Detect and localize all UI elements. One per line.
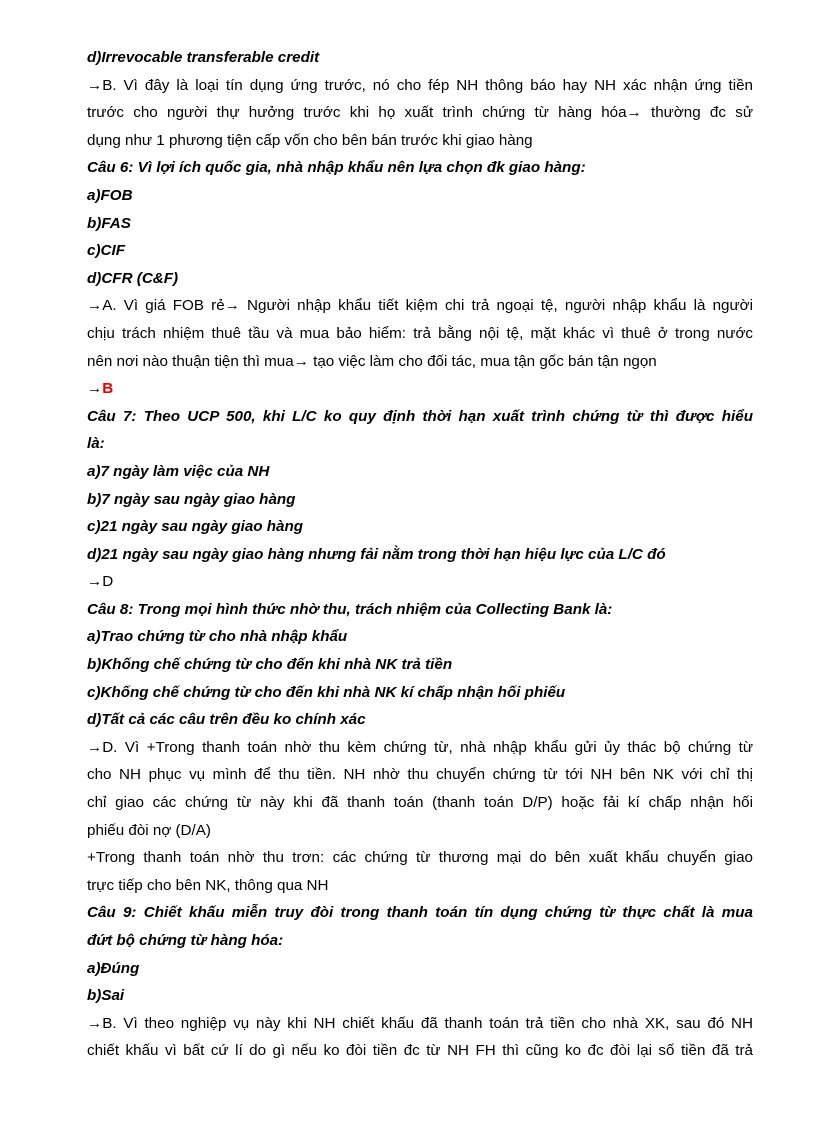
document-page [87,44,753,1065]
answer-line: →D. Vì +Trong thanh toán nhờ thu kèm chứng từ, nhà nhập khẩu gửi ủy thác bộ chứng từ [87,738,753,756]
option-line: a)Trao chứng từ cho nhà nhập khẩu [87,628,348,646]
arrow-icon: → [87,380,103,398]
answer-line: chiết khấu vì bất cứ lí do gì nếu ko đòi tiền đc từ NH FH thì cũng ko đc đòi lại số tiền đã trả [87,1042,753,1060]
answer-line: chỉ giao các chứng từ này khi đã thanh toán (thanh toán D/P) hoặc fải kí chấp nhận hối [87,794,753,812]
answer-line: →B. Vì đây là loại tín dụng ứng trước, nó cho fép NH thông báo hay NH xác nhận ứng tiền [87,76,753,94]
answer-line: →D [87,573,114,591]
answer-line: chịu trách nhiệm thuê tầu và mua bảo hiểm: trả bằng nội tệ, mặt khác vì thuê ở trong nước [87,324,753,342]
answer-line-red [87,375,753,403]
question-heading: là: [87,435,105,453]
option-line: b)7 ngày sau ngày giao hàng [87,490,296,508]
option-line: a)FOB [87,186,133,204]
red-answer: B [102,380,114,398]
answer-line: trước cho người thự hưởng trước khi họ xuất trình chứng từ hàng hóa→ thường đc sử [87,104,753,122]
question-heading: Câu 8: Trong mọi hình thức nhờ thu, trách nhiệm của Collecting Bank là: [87,600,613,618]
option-line: d)Tất cả các câu trên đều ko chính xác [87,711,366,729]
option-line: a)Đúng [87,959,140,977]
answer-line: dụng như 1 phương tiện cấp vốn cho bên bán trước khi giao hàng [87,131,533,149]
option-line: a)7 ngày làm việc của NH [87,462,270,480]
answer-line: phiếu đòi nợ (D/A) [87,821,211,839]
answer-line: →B. Vì theo nghiệp vụ này khi NH chiết khấu đã thanh toán trả tiền cho nhà XK, sau đó NH [87,1014,753,1032]
question-heading: Câu 7: Theo UCP 500, khi L/C ko quy định thời hạn xuất trình chứng từ thì được hiểu [87,407,753,425]
answer-line: →A. Vì giá FOB rẻ→ Người nhập khẩu tiết kiệm chi trả ngoại tệ, người nhập khẩu là người [87,297,753,315]
answer-line: +Trong thanh toán nhờ thu trơn: các chứng từ thương mại do bên xuất khẩu chuyển giao [87,849,753,867]
option-line: c)CIF [87,242,125,260]
option-line: c)21 ngày sau ngày giao hàng [87,518,304,536]
option-line: d)CFR (C&F) [87,269,179,287]
option-line: d)21 ngày sau ngày giao hàng nhưng fải nằm trong thời hạn hiệu lực của L/C đó [87,545,666,563]
answer-line: cho NH phục vụ mình để thu tiền. NH nhờ thu chuyển chứng từ tới NH bên NK với chỉ thị [87,766,753,784]
option-line: d)Irrevocable transferable credit [87,49,320,66]
question-heading: Câu 9: Chiết khấu miễn truy đòi trong thanh toán tín dụng chứng từ thực chất là mua [87,904,753,922]
answer-line: trực tiếp cho bên NK, thông qua NH [87,876,329,894]
answer-line: nên nơi nào thuận tiện thì mua→ tạo việc làm cho đối tác, mua tận gốc bán tận ngọn [87,352,657,370]
question-heading: Câu 6: Vì lợi ích quốc gia, nhà nhập khẩu nên lựa chọn đk giao hàng: [87,159,586,177]
option-line: b)Khống chế chứng từ cho đến khi nhà NK trả tiền [87,656,453,674]
option-line: b)FAS [87,214,131,232]
option-line: b)Sai [87,987,125,1005]
option-line: c)Khống chế chứng từ cho đến khi nhà NK kí chấp nhận hối phiếu [87,683,566,701]
question-heading: đứt bộ chứng từ hàng hóa: [87,932,284,949]
